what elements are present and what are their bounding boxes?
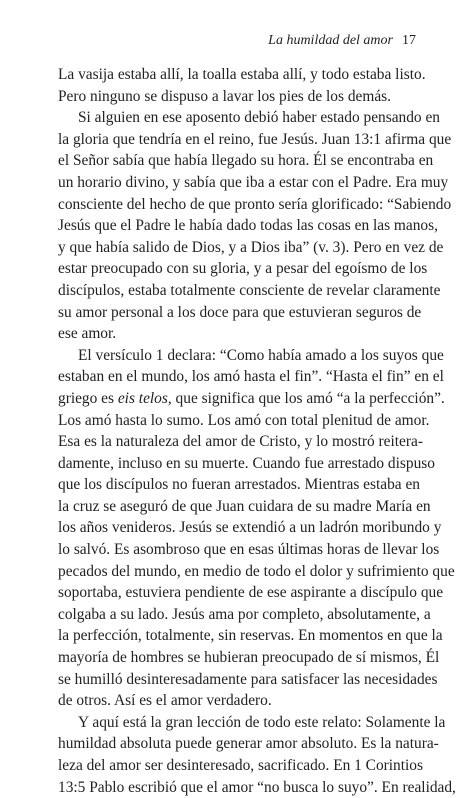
text-line: la perfección, totalmente, sin reservas. En momentos en que la [58, 627, 443, 645]
text-line: los años venideros. Jesús se extendió a un ladrón moribundo y [58, 519, 442, 537]
text-line: y que había salido de Dios, y a Dios iba” (v. 3). Pero en vez de [58, 238, 444, 256]
page-number: 17 [402, 33, 416, 48]
body-text [58, 64, 456, 798]
text-line: mayoría de hombres se hubieran preocupado de sí mismos, Él [58, 649, 440, 667]
text-line: Los amó hasta lo sumo. Los amó con total plenitud de amor. [58, 411, 430, 429]
text-line: estaban en el mundo, los amó hasta el fin”. “Hasta el fin” en el [58, 368, 444, 386]
text-line: La vasija estaba allí, la toalla estaba allí, y todo estaba listo. [58, 66, 426, 83]
text-line: discípulos, estaba totalmente consciente de revelar claramente [58, 281, 441, 299]
paragraph [58, 64, 426, 107]
text-line: 13:5 Pablo escribió que el amor “no busca lo suyo”. En realidad, [58, 778, 456, 796]
text-line: estar preocupado con su gloria, y a pesar del egoísmo de los [58, 260, 428, 278]
text-line: consciente del hecho de que pronto sería glorificado: “Sabiendo [58, 195, 452, 213]
text-line: Y aquí está la gran lección de todo este relato: Solamente la [78, 713, 446, 731]
text-line: Jesús que el Padre le había dado todas las cosas en las manos, [58, 217, 438, 235]
text-line: griego es eis telos, que significa que los amó “a la perfección”. [58, 389, 445, 407]
paragraph [58, 345, 455, 712]
running-header [268, 33, 416, 49]
text-line: de otros. Así es el amor verdadero. [58, 692, 272, 710]
text-line: el Señor sabía que había llegado su hora. Él se encontraba en [58, 152, 434, 170]
text-line: damente, incluso en su muerte. Cuando fue arrestado dispuso [58, 454, 435, 472]
paragraph [58, 712, 456, 798]
text-line: la cruz se aseguró de que Juan cuidara de su madre María en [58, 497, 431, 515]
text-line: un horario divino, y sabía que iba a estar con el Padre. Era muy [58, 173, 449, 191]
text-line: Esa es la naturaleza del amor de Cristo, y lo mostró reitera- [58, 433, 423, 451]
text-line: Si alguien en ese aposento debió haber estado pensando en [78, 109, 440, 127]
text-line: la gloria que tendría en el reino, fue Jesús. Juan 13:1 afirma que [58, 130, 452, 148]
paragraph [58, 107, 452, 345]
text-line: Pero ninguno se dispuso a lavar los pies de los demás. [58, 87, 391, 105]
text-line: leza del amor ser desinteresado, sacrificado. En 1 Corintios [58, 757, 423, 774]
text-line: colgaba a su lado. Jesús ama por completo, absolutamente, a [58, 605, 431, 623]
italic-term: eis telos [117, 389, 168, 407]
running-title: La humildad del amor [268, 33, 393, 48]
text-line: El versículo 1 declara: “Como había amado a los suyos que [78, 346, 444, 364]
text-line: lo salvó. Es asombroso que en esas últimas horas de llevar los [58, 541, 440, 559]
text-line: que los discípulos no fueran arrestados. Mientras estaba en [58, 476, 421, 494]
text-line: se humilló desinteresadamente para satisfacer las necesidades [58, 670, 438, 688]
text-line: ese amor. [58, 325, 117, 343]
text-line: humildad absoluta puede generar amor absoluto. Es la natura- [58, 735, 439, 753]
text-line: soportaba, estuviera pendiente de ese aspirante a discípulo que [58, 584, 444, 602]
text-line: su amor personal a los doce para que estuvieran seguros de [58, 303, 422, 321]
text-line: pecados del mundo, en medio de todo el dolor y sufrimiento que [58, 562, 455, 580]
